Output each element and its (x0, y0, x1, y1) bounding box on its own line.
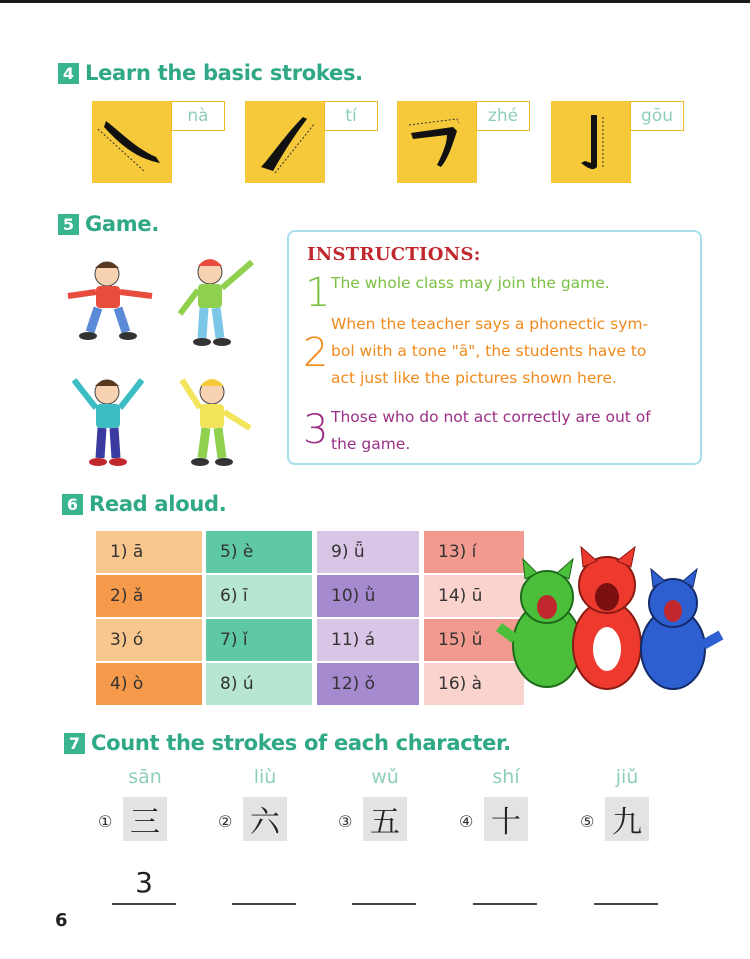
char-pinyin: shí (492, 766, 520, 788)
section-7-heading (64, 731, 511, 755)
char-pinyin: wǔ (371, 766, 399, 788)
instruction-text: The whole class may join the game. (331, 274, 610, 292)
kid-diagonal-arms-figure (180, 259, 252, 346)
section-title: Count the strokes of each character. (91, 731, 511, 755)
chinese-character: 六 (243, 797, 287, 841)
read-aloud-cell: 15) ǔ (424, 619, 524, 661)
section-5-heading (58, 212, 159, 236)
read-aloud-cell: 9) ǖ (317, 531, 419, 573)
section-title: Read aloud. (89, 492, 227, 516)
chinese-character: 九 (605, 797, 649, 841)
read-aloud-cell: 16) à (424, 663, 524, 705)
section-4-heading (58, 61, 363, 85)
read-aloud-cell: 5) è (206, 531, 312, 573)
read-aloud-cell: 8) ú (206, 663, 312, 705)
stroke-label: tí (324, 101, 378, 131)
read-aloud-cell: 3) ó (96, 619, 202, 661)
section-number: 6 (62, 494, 83, 515)
instruction-number: 1 (305, 270, 331, 316)
instruction-number: 2 (303, 330, 329, 376)
read-aloud-cell: 12) ǒ (317, 663, 419, 705)
char-pinyin: liù (253, 766, 277, 788)
answer-line (594, 903, 658, 905)
read-aloud-cell: 13) í (424, 531, 524, 573)
section-number: 7 (64, 733, 85, 754)
kids-illustration (62, 252, 272, 472)
instructions-box (287, 230, 702, 465)
zhe-stroke-icon (397, 101, 477, 183)
top-rule (0, 0, 750, 3)
kid-arms-out-figure (68, 262, 152, 340)
stroke-label: gōu (630, 101, 684, 131)
section-title: Game. (85, 212, 160, 236)
chinese-character: 五 (363, 797, 407, 841)
read-aloud-cell: 11) á (317, 619, 419, 661)
stroke-label: nà (171, 101, 225, 131)
read-aloud-cell: 2) ǎ (96, 575, 202, 617)
kid-arms-up-figure (74, 380, 142, 466)
gou-stroke-icon (551, 101, 631, 183)
read-aloud-cell: 10) ǜ (317, 575, 419, 617)
section-title: Learn the basic strokes. (85, 61, 363, 85)
section-number: 4 (58, 63, 79, 84)
stroke-count-answer[interactable]: 3 (135, 866, 153, 899)
read-aloud-cell: 6) ī (206, 575, 312, 617)
ti-stroke-icon (245, 101, 325, 183)
answer-line (232, 903, 296, 905)
char-pinyin: jiǔ (615, 766, 639, 788)
instruction-text: When the teacher says a phonectic sym- bol with a tone "ā", the students have to act just like the pictures shown here. (331, 315, 649, 387)
read-aloud-cell: 7) ǐ (206, 619, 312, 661)
blue-cat-figure (641, 569, 721, 689)
kid-mixed-arms-figure (182, 379, 250, 466)
red-cat-figure (573, 547, 641, 689)
answer-line (473, 903, 537, 905)
read-aloud-cell: 4) ò (96, 663, 202, 705)
item-number: ④ (459, 812, 474, 831)
stroke-label: zhé (476, 101, 530, 131)
item-number: ⑤ (580, 812, 595, 831)
instructions-title: INSTRUCTIONS: (307, 244, 481, 265)
read-aloud-cell: 14) ū (424, 575, 524, 617)
section-number: 5 (58, 214, 79, 235)
instruction-text: Those who do not act correctly are out of the game. (331, 408, 651, 453)
cats-illustration (495, 545, 725, 700)
chinese-character: 十 (484, 797, 528, 841)
chinese-character: 三 (123, 797, 167, 841)
item-number: ① (98, 812, 113, 831)
item-number: ③ (338, 812, 353, 831)
answer-line (112, 903, 176, 905)
read-aloud-cell: 1) ā (96, 531, 202, 573)
page-number: 6 (55, 910, 68, 931)
char-pinyin: sān (128, 766, 162, 788)
section-6-heading (62, 492, 226, 516)
na-stroke-icon (92, 101, 172, 183)
answer-line (352, 903, 416, 905)
item-number: ② (218, 812, 233, 831)
instruction-number: 3 (303, 407, 329, 453)
